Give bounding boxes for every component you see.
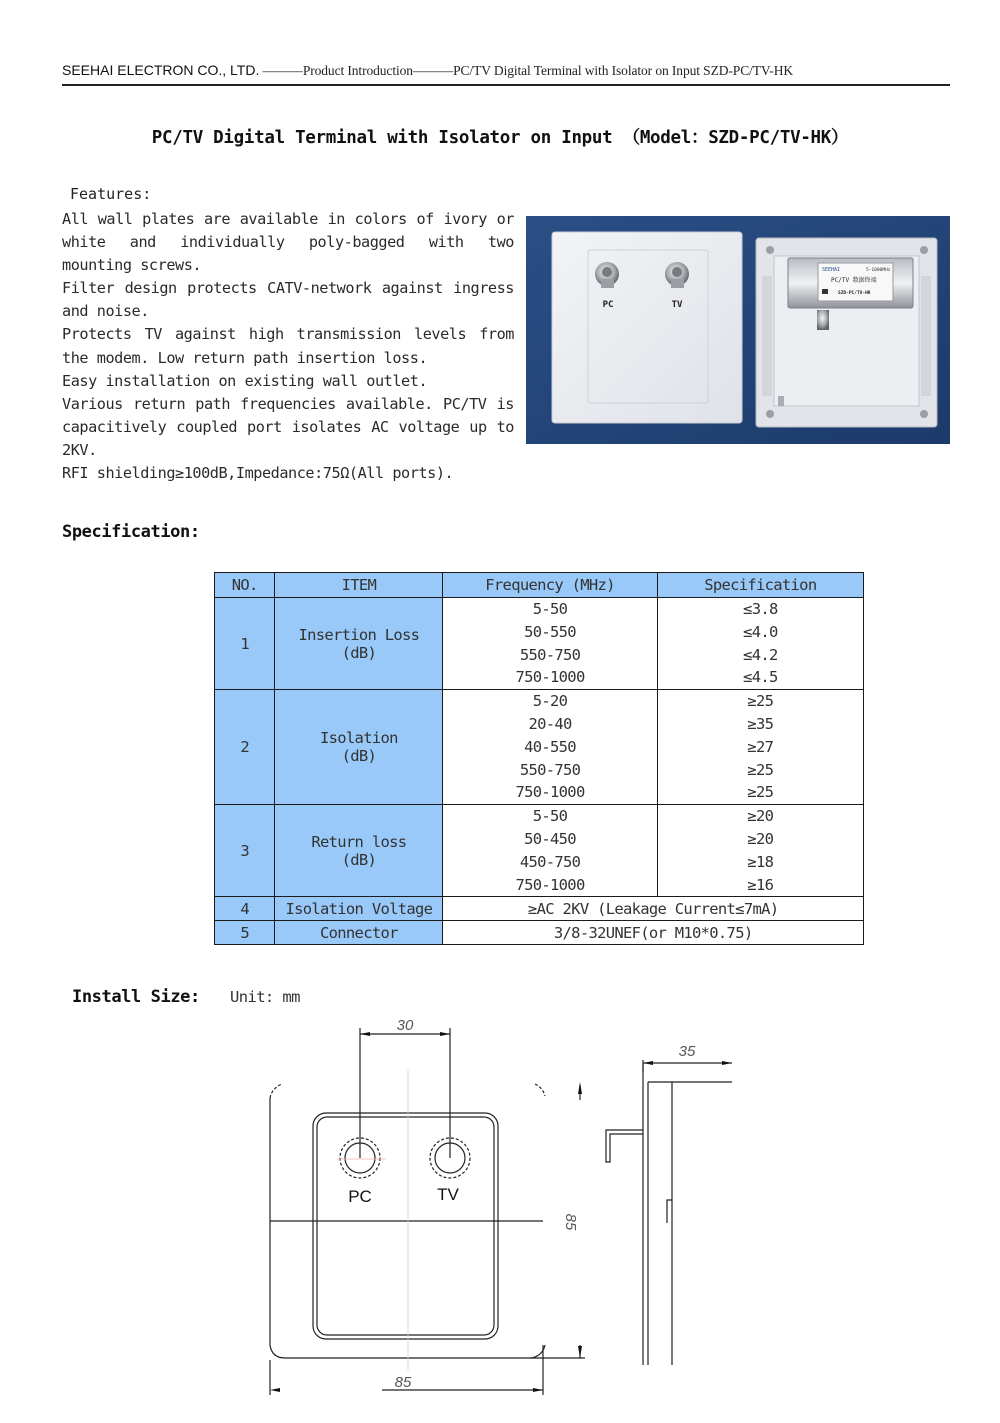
spec-value: ≥25: [747, 760, 774, 779]
features-label: Features:: [70, 185, 152, 203]
frequency-value: 5-20: [532, 692, 568, 711]
row-specs: [657, 690, 863, 805]
row-specs: [657, 805, 863, 897]
row-value: 3/8-32UNEF(or M10*0.75): [443, 921, 864, 945]
row-item: [275, 690, 443, 805]
row-item: [275, 805, 443, 897]
drawing-label-tv: TV: [437, 1185, 459, 1204]
spec-value: ≤4.2: [743, 645, 778, 664]
specification-heading: Specification:: [62, 522, 200, 542]
page-header: [62, 60, 950, 86]
dimension-depth: 35: [678, 1043, 696, 1060]
row-value: ≥AC 2KV (Leakage Current≤7mA): [443, 897, 864, 921]
item-name: Isolation: [320, 729, 398, 748]
feature-item: RFI shielding≥100dB,Impedance:75Ω(All ports).: [62, 464, 454, 483]
table-row: [215, 690, 864, 805]
header-breadcrumb: ———Product Introduction———PC/TV Digital Terminal with Isolator on Input SZD-PC/TV-HK: [259, 63, 794, 78]
feature-item: Easy installation on existing wall outlet.: [62, 371, 428, 390]
frequency-value: 750-1000: [515, 668, 585, 687]
drawing-label-pc: PC: [348, 1187, 372, 1206]
item-name: Insertion Loss: [298, 625, 420, 644]
item-name: Return loss: [311, 832, 407, 851]
specification-table: [214, 572, 864, 945]
table-row: [215, 598, 864, 690]
feature-item: Various return path frequencies available. PC/TV is capacitively coupled port isolates AC voltage up to 2KV.: [62, 394, 514, 459]
row-frequencies: [443, 690, 657, 805]
column-header: Specification: [657, 573, 863, 598]
install-size-drawing: [260, 1010, 750, 1410]
inner-plate-outline: [313, 1113, 498, 1339]
dimension-height: 85: [562, 1213, 579, 1231]
frequency-value: 750-1000: [515, 783, 585, 802]
feature-item: Filter design protects CATV-network against ingress and noise.: [62, 279, 514, 321]
column-header: Frequency (MHz): [443, 573, 657, 598]
feature-item: Protects TV against high transmission levels from the modem. Low return path insertion loss.: [62, 325, 514, 367]
row-frequencies: [443, 805, 657, 897]
row-item: [275, 598, 443, 690]
spec-value: ≤4.0: [743, 622, 778, 641]
front-wall-plate: [552, 232, 742, 423]
frequency-value: 450-750: [519, 852, 581, 871]
install-unit: Unit: mm: [230, 988, 300, 1006]
table-row: [215, 897, 864, 921]
column-header: ITEM: [275, 573, 443, 598]
frequency-value: 550-750: [519, 760, 581, 779]
table-header-row: [215, 573, 864, 598]
table-row: [215, 921, 864, 945]
spec-value: ≤3.8: [743, 600, 778, 618]
spec-value: ≥35: [747, 714, 774, 733]
module-range: 5-1000MHz: [866, 268, 891, 273]
photo-port-label-tv: TV: [671, 300, 683, 310]
spec-value: ≥20: [747, 829, 774, 848]
feature-item: All wall plates are available in colors of ivory or white and individually poly-bagged with two mounting screws.: [62, 210, 514, 275]
module-name: PC/TV 数据终端: [831, 277, 877, 284]
dimension-port-spacing: 30: [396, 1017, 414, 1034]
item-unit: (dB): [341, 643, 377, 662]
row-frequencies: [443, 598, 657, 690]
company-name: SEEHAI ELECTRON CO., LTD.: [62, 62, 260, 78]
frequency-value: 50-550: [524, 622, 576, 641]
product-photo: [526, 216, 950, 444]
module-model: SZD-PC/TV-HK: [838, 291, 871, 296]
spec-value: ≥25: [747, 783, 774, 802]
spec-value: ≤4.5: [743, 668, 778, 687]
spec-value: ≥20: [747, 807, 774, 826]
row-item: Isolation Voltage: [275, 897, 443, 921]
frequency-value: 5-50: [532, 600, 568, 618]
photo-port-label-pc: PC: [602, 300, 614, 310]
spec-value: ≥16: [747, 875, 774, 894]
back-wall-plate: [756, 238, 937, 427]
dimension-width: 85: [394, 1374, 412, 1391]
item-unit: (dB): [341, 850, 377, 869]
row-number: 1: [215, 598, 275, 690]
frequency-value: 5-50: [532, 807, 568, 826]
frequency-value: 50-450: [524, 829, 576, 848]
frequency-value: 40-550: [524, 737, 576, 756]
frequency-value: 20-40: [528, 714, 572, 733]
row-specs: [657, 598, 863, 690]
item-unit: (dB): [341, 747, 377, 766]
document-title: PC/TV Digital Terminal with Isolator on Input （Model：SZD-PC/TV-HK）: [151, 128, 849, 148]
install-size-heading: Install Size:: [72, 987, 200, 1007]
row-number: 4: [215, 897, 275, 921]
frequency-value: 550-750: [519, 645, 581, 664]
row-number: 2: [215, 690, 275, 805]
outer-plate-outline: [270, 1098, 545, 1358]
module-brand: SEEHAI: [822, 267, 841, 273]
row-item: Connector: [275, 921, 443, 945]
features-list: [62, 208, 514, 485]
spec-value: ≥27: [747, 737, 774, 756]
spec-value: ≥18: [747, 852, 774, 871]
row-number: 5: [215, 921, 275, 945]
row-number: 3: [215, 805, 275, 897]
table-row: [215, 805, 864, 897]
spec-value: ≥25: [747, 692, 774, 711]
column-header: NO.: [215, 573, 275, 598]
frequency-value: 750-1000: [515, 875, 585, 894]
